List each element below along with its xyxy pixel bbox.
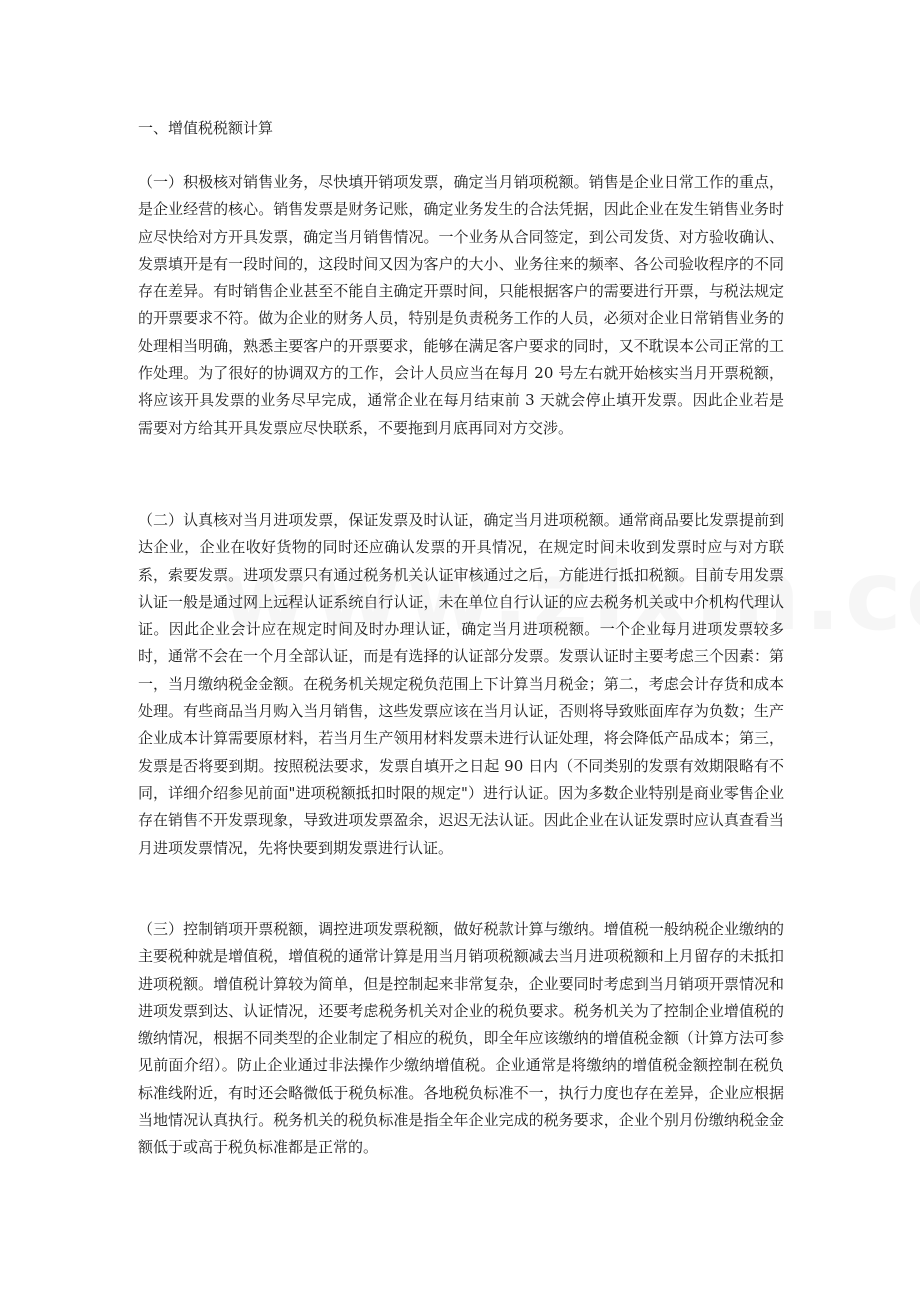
paragraph-sales-invoices: （一）积极核对销售业务，尽快填开销项发票，确定当月销项税额。销售是企业日常工作的重点，是企业经营的核心。销售发票是财务记账，确定业务发生的合法凭据，因此企业在发生销售业务时应尽快给对方开具发票，确定当月销售情况。一个业务从合同签定，到公司发货、对方验收确认、发票填开是有一段时间的，这段时间又因为客户的大小、业务往来的频率、各公司验收程序的不同存在差异。有时销售企业甚至不能自主确定开票时间，只能根据客户的需要进行开票，与税法规定的开票要求不符。做为企业的财务人员，特别是负责税务工作的人员，必须对企业日常销售业务的处理相当明确，熟悉主要客户的开票要求，能够在满足客户要求的同时，又不耽误本公司正常的工作处理。为了很好的协调双方的工作，会计人员应当在每月 20 号左右就开始核实当月开票税额，将应该开具发票的业务尽早完成，通常企业在每月结束前 3 天就会停止填开发票。因此企业若是需要对方给其开具发票应尽快联系，不要拖到月底再同对方交涉。 bbox=[138, 173, 784, 437]
paragraph-tax-control: （三）控制销项开票税额，调控进项发票税额，做好税款计算与缴纳。增值税一般纳税企业缴纳的主要税种就是增值税，增值税的通常计算是用当月销项税额减去当月进项税额和上月留存的未抵扣进项税额。增值税计算较为简单，但是控制起来非常复杂，企业要同时考虑到当月销项开票情况和进项发票到达、认证情况，还要考虑税务机关对企业的税负要求。税务机关为了控制企业增值税的缴纳情况，根据不同类型的企业制定了相应的税负，即全年应该缴纳的增值税金额（计算方法可参见前面介绍）。防止企业通过非法操作少缴纳增值税。企业通常是将缴纳的增值税金额控制在税负标准线附近，有时还会略微低于税负标准。各地税负标准不一，执行力度也存在差异，企业应根据当地情况认真执行。税务机关的税负标准是指全年企业完成的税务要求，企业个别月份缴纳税金金额低于或高于税负标准都是正常的。 bbox=[138, 920, 784, 1157]
paragraph-input-invoices: （二）认真核对当月进项发票，保证发票及时认证，确定当月进项税额。通常商品要比发票提前到达企业，企业在收好货物的同时还应确认发票的开具情况，在规定时间未收到发票时应与对方联系，索要发票。进项发票只有通过税务机关认证审核通过之后，方能进行抵扣税额。目前专用发票认证一般是通过网上远程认证系统自行认证，未在单位自行认证的应去税务机关或中介机构代理认证。因此企业会计应在规定时间及时办理认证，确定当月进项税额。一个企业每月进项发票较多时，通常不会在一个月全部认证，而是有选择的认证部分发票。发票认证时主要考虑三个因素：第一，当月缴纳税金金额。在税务机关规定税负范围上下计算当月税金；第二，考虑会计存货和成本处理。有些商品当月购入当月销售，这些发票应该在当月认证，否则将导致账面库存为负数；生产企业成本计算需要原材料，若当月生产领用材料发票未进行认证处理，将会降低产品成本；第三，发票是否将要到期。按照税法要求，发票自填开之日起 90 日内（不同类别的发票有效期限略有不同，详细介绍参见前面"进项税额抵扣时限的规定"）进行认证。因为多数企业特别是商业零售企业存在销售不开发票现象，导致进项发票盈余，迟迟无法认证。因此企业在认证发票时应认真查看当月进项发票情况，先将快要到期发票进行认证。 bbox=[138, 511, 784, 857]
section-heading: 一、增值税税额计算 bbox=[138, 119, 274, 137]
